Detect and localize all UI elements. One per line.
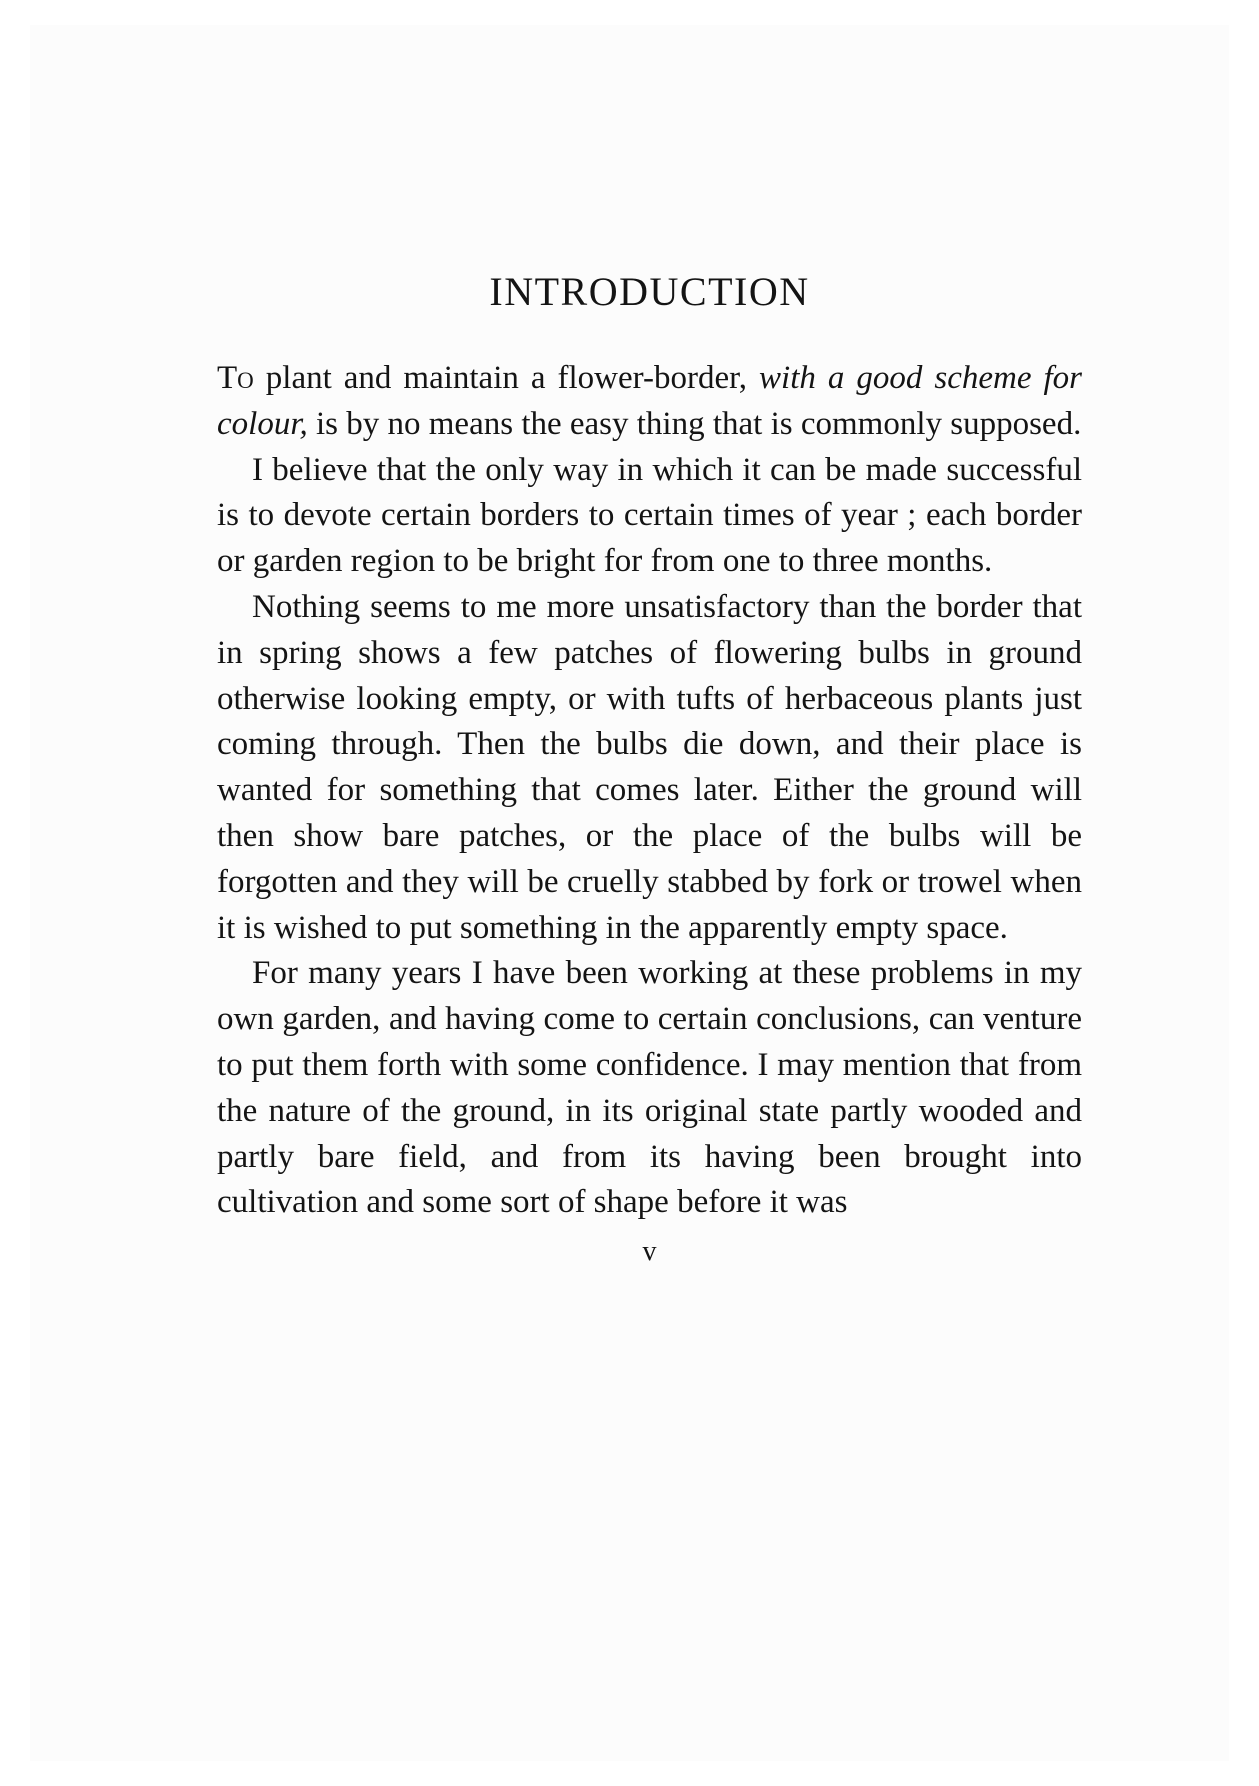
paragraph-1-text-a: plant and maintain a flower-border, — [253, 360, 760, 396]
paragraph-1-lead: To — [217, 360, 254, 396]
paragraph-3: Nothing seems to me more unsatisfactory than the border that in spring shows a few patches of flowering bulbs in ground otherwise looking empty, or with tufts of herbaceous plants just coming through. Then the bulbs die down, and their place is wanted for something that comes later. Either the ground will then show bare patches, or the place of the bulbs will be forgotten and they will be cruelly stabbed by fork or trowel when it is wished to put something in the apparently empty space. — [217, 588, 1082, 946]
paragraph-1-emphasis: with a good scheme for colour, — [217, 360, 1082, 442]
paragraph-1 — [217, 356, 1082, 448]
paragraph-2: I believe that the only way in which it can be made successful is to devote certain borders to certain times of year ; each border or garden region to be bright for from one to three months. — [217, 451, 1082, 580]
book-page — [217, 269, 1082, 1268]
paragraph-4: For many years I have been working at these problems in my own garden, and having come to certain conclusions, can venture to put them forth with some confidence. I may mention that from the nature of the ground, in its original state partly wooded and partly bare field, and from its having been brought into cultivation and some sort of shape before it was — [217, 955, 1082, 1221]
page-number: v — [642, 1236, 657, 1268]
chapter-title: INTRODUCTION — [489, 269, 810, 314]
paragraph-1-text-b: is by no means the easy thing that is commonly supposed. — [307, 405, 1082, 442]
